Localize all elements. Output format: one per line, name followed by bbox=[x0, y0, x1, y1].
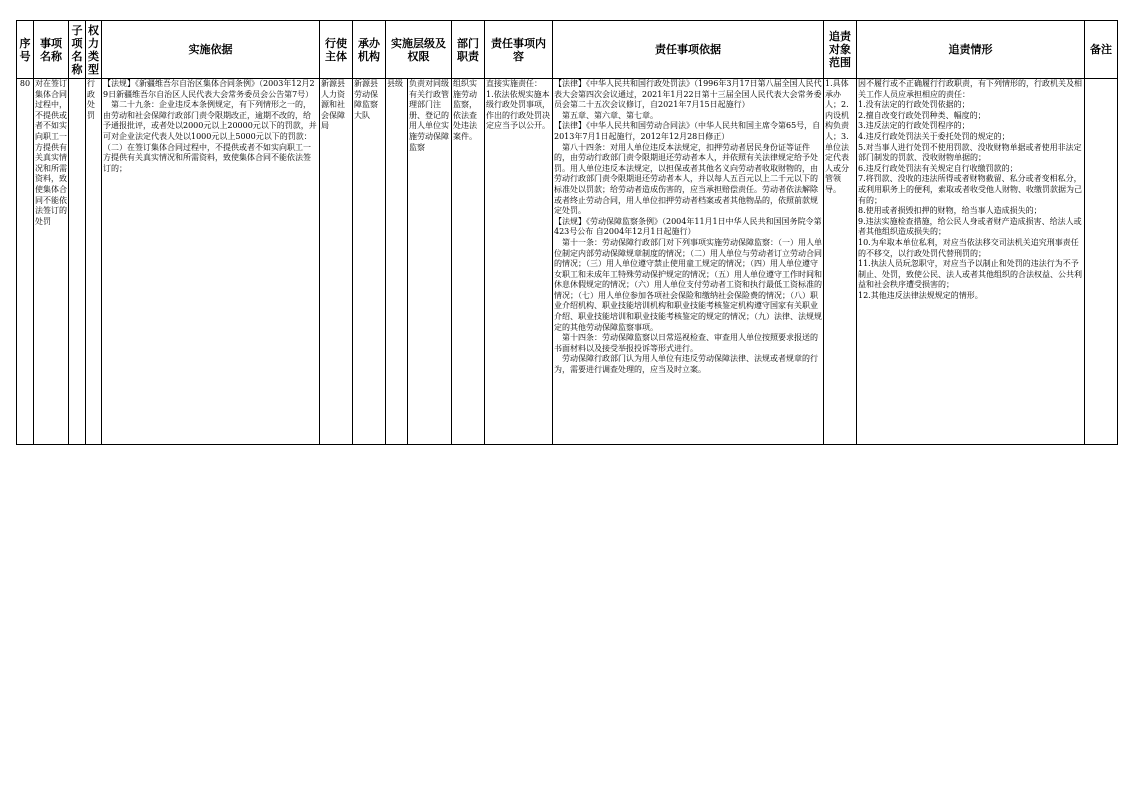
circumstance-line: 因不履行或不正确履行行政职责，有下列情形的，行政机关及相关工作人员应承担相应的责任： bbox=[858, 79, 1082, 99]
circumstance-line: 12.其他违反法律法规规定的情形。 bbox=[858, 290, 983, 300]
resp-basis-paragraph: 【法规】《劳动保障监察条例》（2004年11月1日中华人民共和国国务院令第423号公布 自2004年12月1日起施行） bbox=[554, 216, 822, 237]
cell-resp-content bbox=[485, 79, 553, 445]
resp-basis-paragraph: 劳动保障行政部门认为用人单位有违反劳动保障法律、法规或者规章的行为，需要进行调查处理的，应当及时立案。 bbox=[554, 354, 818, 375]
resp-basis-paragraph: 【法律】《中华人民共和国行政处罚法》（1996年3月17日第八届全国人民代表大会第四次会议通过，2021年1月22日第十三届全国人民代表大会常务委员会第二十五次会议修订，自2021年7月15日起施行） bbox=[554, 79, 822, 110]
level-label: 县级 bbox=[386, 79, 408, 444]
col-header-level: 实施层级及权限 bbox=[386, 21, 452, 79]
circumstance-line: 10.为牟取本单位私利，对应当依法移交司法机关追究刑事责任的不移交，以行政处罚代替刑罚的； bbox=[858, 237, 1079, 258]
circumstance-line: 1.没有法定的行政处罚依据的； bbox=[858, 100, 970, 110]
resp-content-line: 1.依法依规实施本级行政处罚事项，作出的行政处罚决定应当予以公开。 bbox=[486, 89, 550, 131]
circumstance-line: 8.使用或者损毁扣押的财物，给当事人造成损失的； bbox=[858, 206, 1042, 216]
col-header-sub-item: 子项名称 bbox=[69, 21, 86, 79]
cell-seq: 80 bbox=[17, 79, 34, 445]
circumstance-line: 9.违法实施检查措施，给公民人身或者财产造成损害、给法人或者其他组织造成损失的； bbox=[858, 216, 1082, 237]
circumstance-line: 6.违反行政处罚法有关规定自行收缴罚款的； bbox=[858, 163, 1018, 173]
col-header-resp-basis: 责任事项依据 bbox=[553, 21, 824, 79]
col-header-item-name: 事项名称 bbox=[34, 21, 69, 79]
circumstance-line: 11.执法人员玩忽职守，对应当予以制止和处罚的违法行为不予制止、处罚，致使公民、法人或者其他组织的合法权益、公共利益和社会秩序遭受损害的； bbox=[858, 259, 1082, 290]
col-header-seq: 序号 bbox=[17, 21, 34, 79]
cell-remarks bbox=[1085, 79, 1118, 445]
cell-power-type: 行政处罚 bbox=[86, 79, 102, 445]
cell-agency: 新源县劳动保障监察大队 bbox=[353, 79, 386, 445]
circumstance-line: 7.将罚款、没收的违法所得或者财物截留、私分或者变相私分，或利用职务上的便利，索取或者收受他人财物、收缴罚款据为己有的； bbox=[858, 174, 1082, 205]
col-header-subject: 行使主体 bbox=[320, 21, 353, 79]
resp-content-line: 直接实施责任： bbox=[486, 79, 542, 88]
cell-duty: 组织实施劳动监察，依法查处违法案件。 bbox=[452, 79, 485, 445]
cell-scope: 1.具体承办人；2.内设机构负责人；3.单位法定代表人或分管领导。 bbox=[824, 79, 857, 445]
table-row bbox=[17, 79, 1118, 445]
cell-resp-basis bbox=[553, 79, 824, 445]
circumstance-line: 5.对当事人进行处罚不使用罚款、没收财物单据或者使用非法定部门制发的罚款、没收财物单据的； bbox=[858, 142, 1082, 163]
col-header-remarks: 备注 bbox=[1085, 21, 1118, 79]
resp-basis-paragraph: 第五章、第六章、第七章。 bbox=[554, 110, 658, 120]
basis-paragraph: 第二十九条：企业违反本条例规定，有下列情形之一的，由劳动和社会保障行政部门责令限期改正，逾期不改的，给予通报批评，或者处以2000元以上20000元以下的罚款，并可对企业法定代表人处以1000元以上5000元以下的罚款：（二）在签订集体合同过程中，不提供或者不如实向职工一方提供有关真实情况和所需资料，致使集体合同不能依法签订的； bbox=[103, 100, 317, 173]
resp-basis-paragraph: 第十四条：劳动保障监察以日常巡视检查、审查用人单位按照要求报送的书面材料以及接受举报投诉等形式进行。 bbox=[554, 333, 818, 353]
header-row bbox=[17, 21, 1118, 79]
resp-basis-paragraph: 【法律】《中华人民共和国劳动合同法》（中华人民共和国主席令第65号，自2013年7月1日起施行，2012年12月28日修正） bbox=[554, 121, 821, 141]
cell-subject: 新源县人力资源和社会保障局 bbox=[320, 79, 353, 445]
circumstance-line: 2.擅自改变行政处罚种类、幅度的； bbox=[858, 110, 986, 120]
col-header-power-type: 权力类型 bbox=[86, 21, 102, 79]
basis-paragraph: 【法规】《新疆维吾尔自治区集体合同条例》（2003年12月29日新疆维吾尔自治区人民代表大会常务委员会公告第7号） bbox=[103, 79, 315, 99]
cell-sub-item bbox=[69, 79, 86, 445]
cell-circumstances bbox=[857, 79, 1085, 445]
col-header-agency: 承办机构 bbox=[353, 21, 386, 79]
circumstance-line: 4.违反行政处罚法关于委托处罚的规定的； bbox=[858, 131, 1010, 141]
responsibility-table bbox=[16, 20, 1118, 445]
col-header-resp-content: 责任事项内容 bbox=[485, 21, 553, 79]
cell-level bbox=[386, 79, 452, 445]
resp-basis-paragraph: 第十一条：劳动保障行政部门对下列事项实施劳动保障监察：（一）用人单位制定内部劳动保障规章制度的情况；（二）用人单位与劳动者订立劳动合同的情况；（三）用人单位遵守禁止使用童工规定的情况；（四）用人单位遵守女职工和未成年工特殊劳动保护规定的情况；（五）用人单位遵守工作时间和休息休假规定的情况；（六）用人单位支付劳动者工资和执行最低工资标准的情况；（七）用人单位参加各项社会保险和缴纳社会保险费的情况；（八）职业介绍机构、职业技能培训机构和职业技能考核鉴定机构遵守国家有关职业介绍、职业技能培训和职业技能考核鉴定的规定的情况；（九）法律、法规规定的其他劳动保障监察事项。 bbox=[554, 237, 822, 332]
circumstance-line: 3.违反法定的行政处罚程序的； bbox=[858, 121, 970, 131]
col-header-scope: 追责对象范围 bbox=[824, 21, 857, 79]
cell-item-name: 对在签订集体合同过程中，不提供或者不如实向职工一方提供有关真实情况和所需资料，致使集体合同不能依法签订的处罚 bbox=[34, 79, 69, 445]
col-header-duty: 部门职责 bbox=[452, 21, 485, 79]
col-header-basis: 实施依据 bbox=[102, 21, 320, 79]
level-permission: 负责对同级有关行政管理部门注册、登记的用人单位实施劳动保障监察 bbox=[409, 79, 449, 152]
resp-basis-paragraph: 第八十四条：对用人单位违反本法规定，扣押劳动者居民身份证等证件的，由劳动行政部门责令限期退还劳动者本人，并依照有关法律规定给予处罚。用人单位违反本法规定，以担保或者其他名义向劳动者收取财物的，由劳动行政部门责令限期退还劳动者本人，并以每人五百元以上二千元以下的标准处以罚款；给劳动者造成伤害的，应当承担赔偿责任。劳动者依法解除或者终止劳动合同，用人单位扣押劳动者档案或者其他物品的，依照前款规定处罚。 bbox=[554, 142, 818, 216]
col-header-circumstances: 追责情形 bbox=[857, 21, 1085, 79]
cell-basis bbox=[102, 79, 320, 445]
